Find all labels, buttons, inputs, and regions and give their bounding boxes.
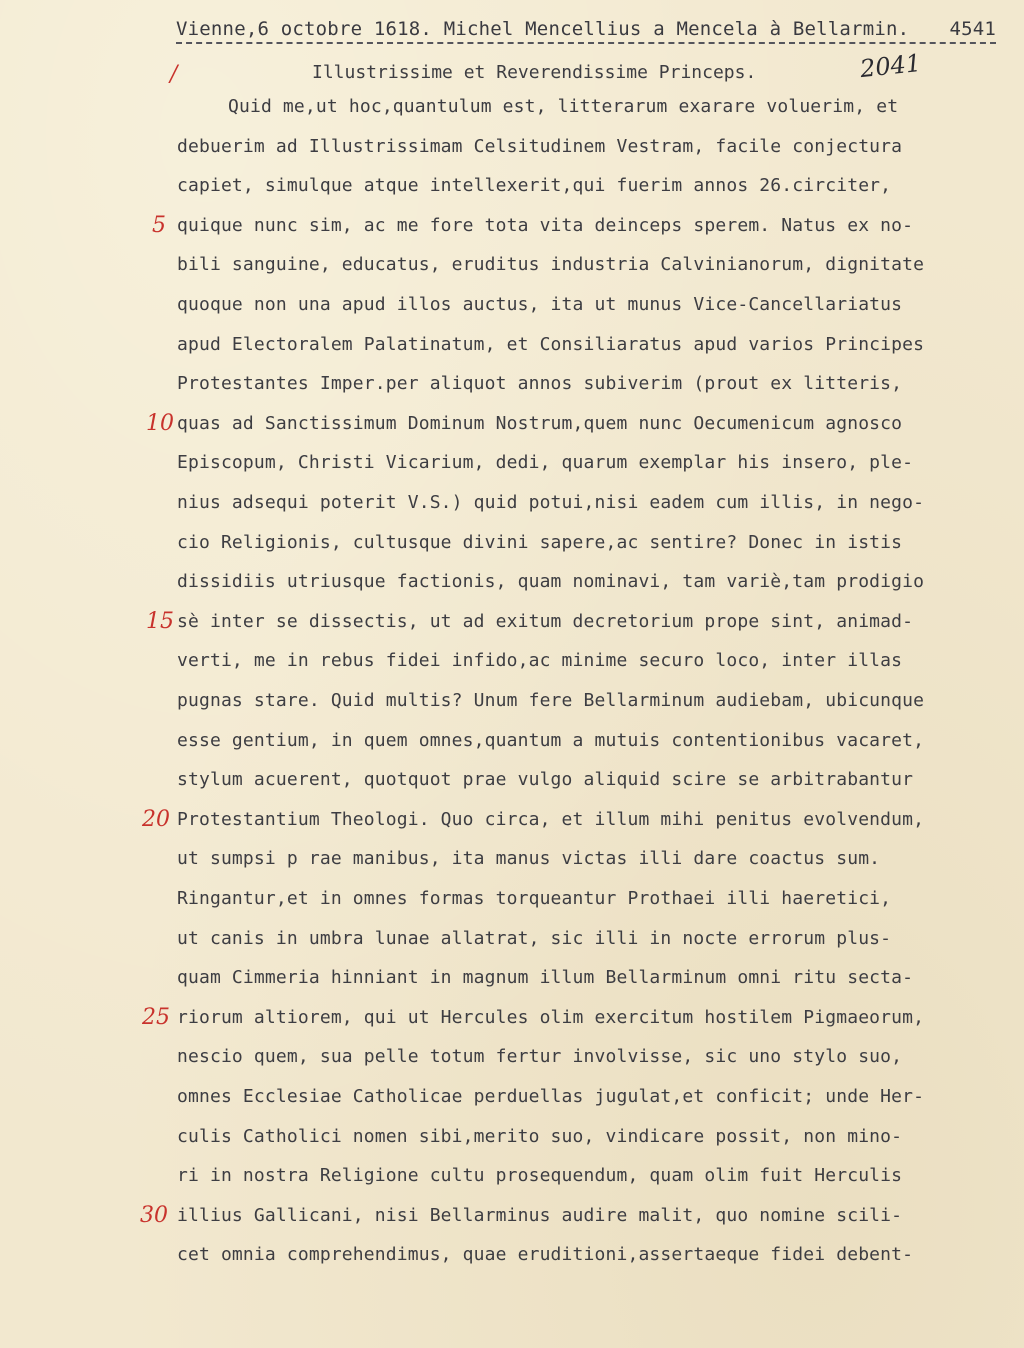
text-line: illius Gallicani, nisi Bellarminus audire malit, quo nomine scili- xyxy=(177,1204,903,1226)
line-marker-30: 30 xyxy=(140,1202,168,1228)
text-line: quique nunc sim, ac me fore tota vita deinceps sperem. Natus ex no- xyxy=(177,214,914,236)
text-line: quas ad Sanctissimum Dominum Nostrum,quem nunc Oecumenicum agnosco xyxy=(177,412,903,434)
text-line: ut canis in umbra lunae allatrat, sic illi in nocte errorum plus- xyxy=(177,927,892,949)
line-marker-15: 15 xyxy=(146,608,174,634)
line-marker-25: 25 xyxy=(142,1004,170,1030)
document-header xyxy=(176,18,996,44)
text-line: Episcopum, Christi Vicarium, dedi, quarum exemplar his insero, ple- xyxy=(177,452,914,474)
text-line: pugnas stare. Quid multis? Unum fere Bellarminum audiebam, ubicunque xyxy=(177,690,925,711)
text-line: omnes Ecclesiae Catholicae perduellas jugulat,et conficit; unde Her- xyxy=(177,1086,925,1107)
text-line: Protestantium Theologi. Quo circa, et illum mihi penitus evolvendum, xyxy=(177,808,925,830)
text-line: apud Electoralem Palatinatum, et Consiliaratus apud varios Principes xyxy=(177,333,925,355)
text-line: Ringantur,et in omnes formas torqueantur Prothaei illi haeretici, xyxy=(177,888,892,909)
text-line: Protestantes Imper.per aliquot annos subiverim (prout ex litteris, xyxy=(177,373,903,395)
text-line: nius adsequi poterit V.S.) quid potui,nisi eadem cum illis, in nego- xyxy=(177,492,925,513)
text-line: debuerim ad Illustrissimam Celsitudinem Vestram, facile conjectura xyxy=(177,135,903,157)
line-marker-5: 5 xyxy=(152,212,166,238)
text-line: dissidiis utriusque factionis, quam nominavi, tam variè,tam prodigio xyxy=(177,571,925,593)
text-line: ri in nostra Religione cultu prosequendum, quam olim fuit Herculis xyxy=(177,1165,903,1187)
line-marker-10: 10 xyxy=(146,410,174,436)
line-marker-20: 20 xyxy=(142,806,170,832)
text-line: quam Cimmeria hinniant in magnum illum Bellarminum omni ritu secta- xyxy=(177,967,914,989)
header-title: Vienne,6 octobre 1618. Michel Mencellius a Mencela à Bellarmin. xyxy=(176,18,910,40)
text-line: sè inter se dissectis, ut ad exitum decretorium prope sint, animad- xyxy=(177,610,914,632)
text-line: quoque non una apud illos auctus, ita ut munus Vice-Cancellariatus xyxy=(177,294,903,315)
text-line: capiet, simulque atque intellexerit,qui fuerim annos 26.circiter, xyxy=(177,175,892,197)
text-line: nescio quem, sua pelle totum fertur involvisse, sic uno stylo suo, xyxy=(177,1046,903,1068)
text-line: cio Religionis, cultusque divini sapere,ac sentire? Donec in istis xyxy=(177,531,903,553)
text-line: ut sumpsi p rae manibus, ita manus victas illi dare coactus sum. xyxy=(177,848,881,870)
text-line: verti, me in rebus fidei infido,ac minime securo loco, inter illas xyxy=(177,650,903,672)
text-line: riorum altiorem, qui ut Hercules olim exercitum hostilem Pigmaeorum, xyxy=(177,1006,925,1028)
text-line: cet omnia comprehendimus, quae eruditioni,assertaeque fidei debent- xyxy=(177,1244,914,1266)
text-line: Quid me,ut hoc,quantulum est, litterarum exarare voluerim, et xyxy=(228,96,899,117)
salutation: Illustrissime et Reverendissime Princeps. xyxy=(312,62,757,83)
text-line: stylum acuerent, quotquot prae vulgo aliquid scire se arbitrabantur xyxy=(177,769,914,791)
text-line: esse gentium, in quem omnes,quantum a mutuis contentionibus vacaret, xyxy=(177,729,925,751)
page-marker: / xyxy=(170,62,178,87)
text-line: bili sanguine, educatus, eruditus industria Calvinianorum, dignitate xyxy=(177,254,925,276)
handwritten-number: 2041 xyxy=(858,48,923,84)
text-line: culis Catholici nomen sibi,merito suo, vindicare possit, non mino- xyxy=(177,1125,903,1147)
header-number: 4541 xyxy=(949,18,996,40)
